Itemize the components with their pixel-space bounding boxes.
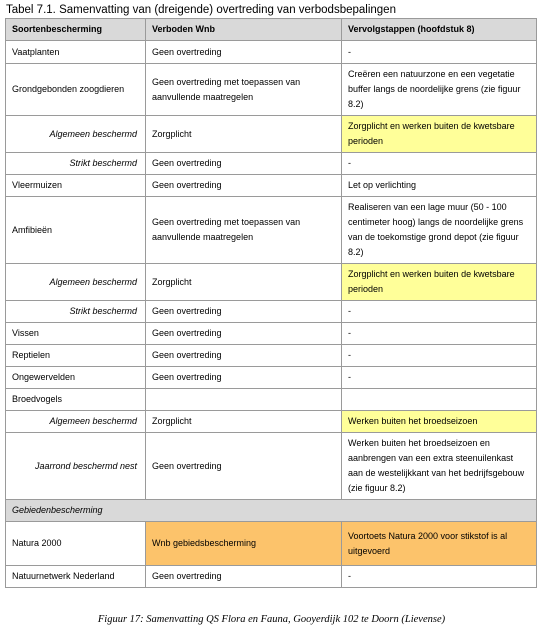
prohibition-cell (146, 389, 342, 411)
follow-up-cell: Realiseren van een lage muur (50 - 100 centimeter hoog) langs de noordelijke grens van de toekomstige grond depot (zie figuur 8.2) (342, 197, 537, 264)
table-row (6, 64, 537, 116)
prohibition-cell: Geen overtreding (146, 41, 342, 64)
prohibition-cell: Geen overtreding (146, 345, 342, 367)
follow-up-cell: Werken buiten het broedseizoen (342, 411, 537, 433)
area-cell: Natuurnetwerk Nederland (6, 566, 146, 588)
species-cell: Reptielen (6, 345, 146, 367)
follow-up-cell: - (342, 41, 537, 64)
prohibition-cell: Geen overtreding (146, 153, 342, 175)
table-row (6, 264, 537, 301)
prohibition-cell: Zorgplicht (146, 116, 342, 153)
prohibition-cell: Geen overtreding met toepassen van aanvullende maatregelen (146, 197, 342, 264)
species-subcategory-cell: Algemeen beschermd (6, 116, 146, 153)
figure-caption: Figuur 17: Samenvatting QS Flora en Fauna, Gooyerdijk 102 te Doorn (Lievense) (97, 614, 446, 625)
prohibition-cell: Geen overtreding (146, 433, 342, 500)
table-row (6, 411, 537, 433)
table-row (6, 175, 537, 197)
column-header: Verboden Wnb (146, 19, 342, 41)
species-cell: Vleermuizen (6, 175, 146, 197)
follow-up-cell: Creëren een natuurzone en een vegetatie buffer langs de noordelijke grens (zie figuur 8.2) (342, 64, 537, 116)
species-subcategory-cell: Algemeen beschermd (6, 264, 146, 301)
species-cell: Vaatplanten (6, 41, 146, 64)
follow-up-cell: - (342, 323, 537, 345)
section-header: Gebiedenbescherming (6, 500, 537, 522)
table-row (6, 197, 537, 264)
follow-up-cell: Zorgplicht en werken buiten de kwetsbare perioden (342, 264, 537, 301)
follow-up-cell: Let op verlichting (342, 175, 537, 197)
follow-up-cell: Werken buiten het broedseizoen en aanbrengen van een extra steenuilenkast aan de westelijkkant van het bedrijfsgebouw (zie figuur 8.2) (342, 433, 537, 500)
species-subcategory-cell: Algemeen beschermd (6, 411, 146, 433)
species-cell: Amfibieën (6, 197, 146, 264)
table-row (6, 116, 537, 153)
column-header: Soortenbescherming (6, 19, 146, 41)
follow-up-cell (342, 389, 537, 411)
table-row (6, 41, 537, 64)
table-row (6, 301, 537, 323)
prohibition-cell: Geen overtreding (146, 175, 342, 197)
summary-table (5, 18, 537, 588)
table-row (6, 153, 537, 175)
table-row (6, 345, 537, 367)
prohibition-cell: Zorgplicht (146, 264, 342, 301)
follow-up-cell: - (342, 345, 537, 367)
prohibition-cell: Zorgplicht (146, 411, 342, 433)
follow-up-cell: - (342, 301, 537, 323)
species-subcategory-cell: Strikt beschermd (6, 301, 146, 323)
species-cell: Grondgebonden zoogdieren (6, 64, 146, 116)
species-cell: Ongewervelden (6, 367, 146, 389)
table-row (6, 389, 537, 411)
table-row (6, 522, 537, 566)
follow-up-cell: Voortoets Natura 2000 voor stikstof is al uitgevoerd (342, 522, 537, 566)
prohibition-cell: Geen overtreding (146, 301, 342, 323)
species-subcategory-cell: Strikt beschermd (6, 153, 146, 175)
species-cell: Broedvogels (6, 389, 146, 411)
species-cell: Vissen (6, 323, 146, 345)
follow-up-cell: - (342, 566, 537, 588)
prohibition-cell: Geen overtreding (146, 323, 342, 345)
follow-up-cell: - (342, 367, 537, 389)
follow-up-cell: - (342, 153, 537, 175)
species-subcategory-cell: Jaarrond beschermd nest (6, 433, 146, 500)
table-row (6, 566, 537, 588)
table-header-row (6, 19, 537, 41)
prohibition-cell: Geen overtreding (146, 566, 342, 588)
table-row (6, 367, 537, 389)
section-header-row (6, 500, 537, 522)
area-cell: Natura 2000 (6, 522, 146, 566)
follow-up-cell: Zorgplicht en werken buiten de kwetsbare perioden (342, 116, 537, 153)
table-row (6, 323, 537, 345)
table-title: Tabel 7.1. Samenvatting van (dreigende) overtreding van verbodsbepalingen (6, 4, 396, 16)
prohibition-cell: Geen overtreding (146, 367, 342, 389)
table-row (6, 433, 537, 500)
column-header: Vervolgstappen (hoofdstuk 8) (342, 19, 537, 41)
prohibition-cell: Geen overtreding met toepassen van aanvullende maatregelen (146, 64, 342, 116)
prohibition-cell: Wnb gebiedsbescherming (146, 522, 342, 566)
